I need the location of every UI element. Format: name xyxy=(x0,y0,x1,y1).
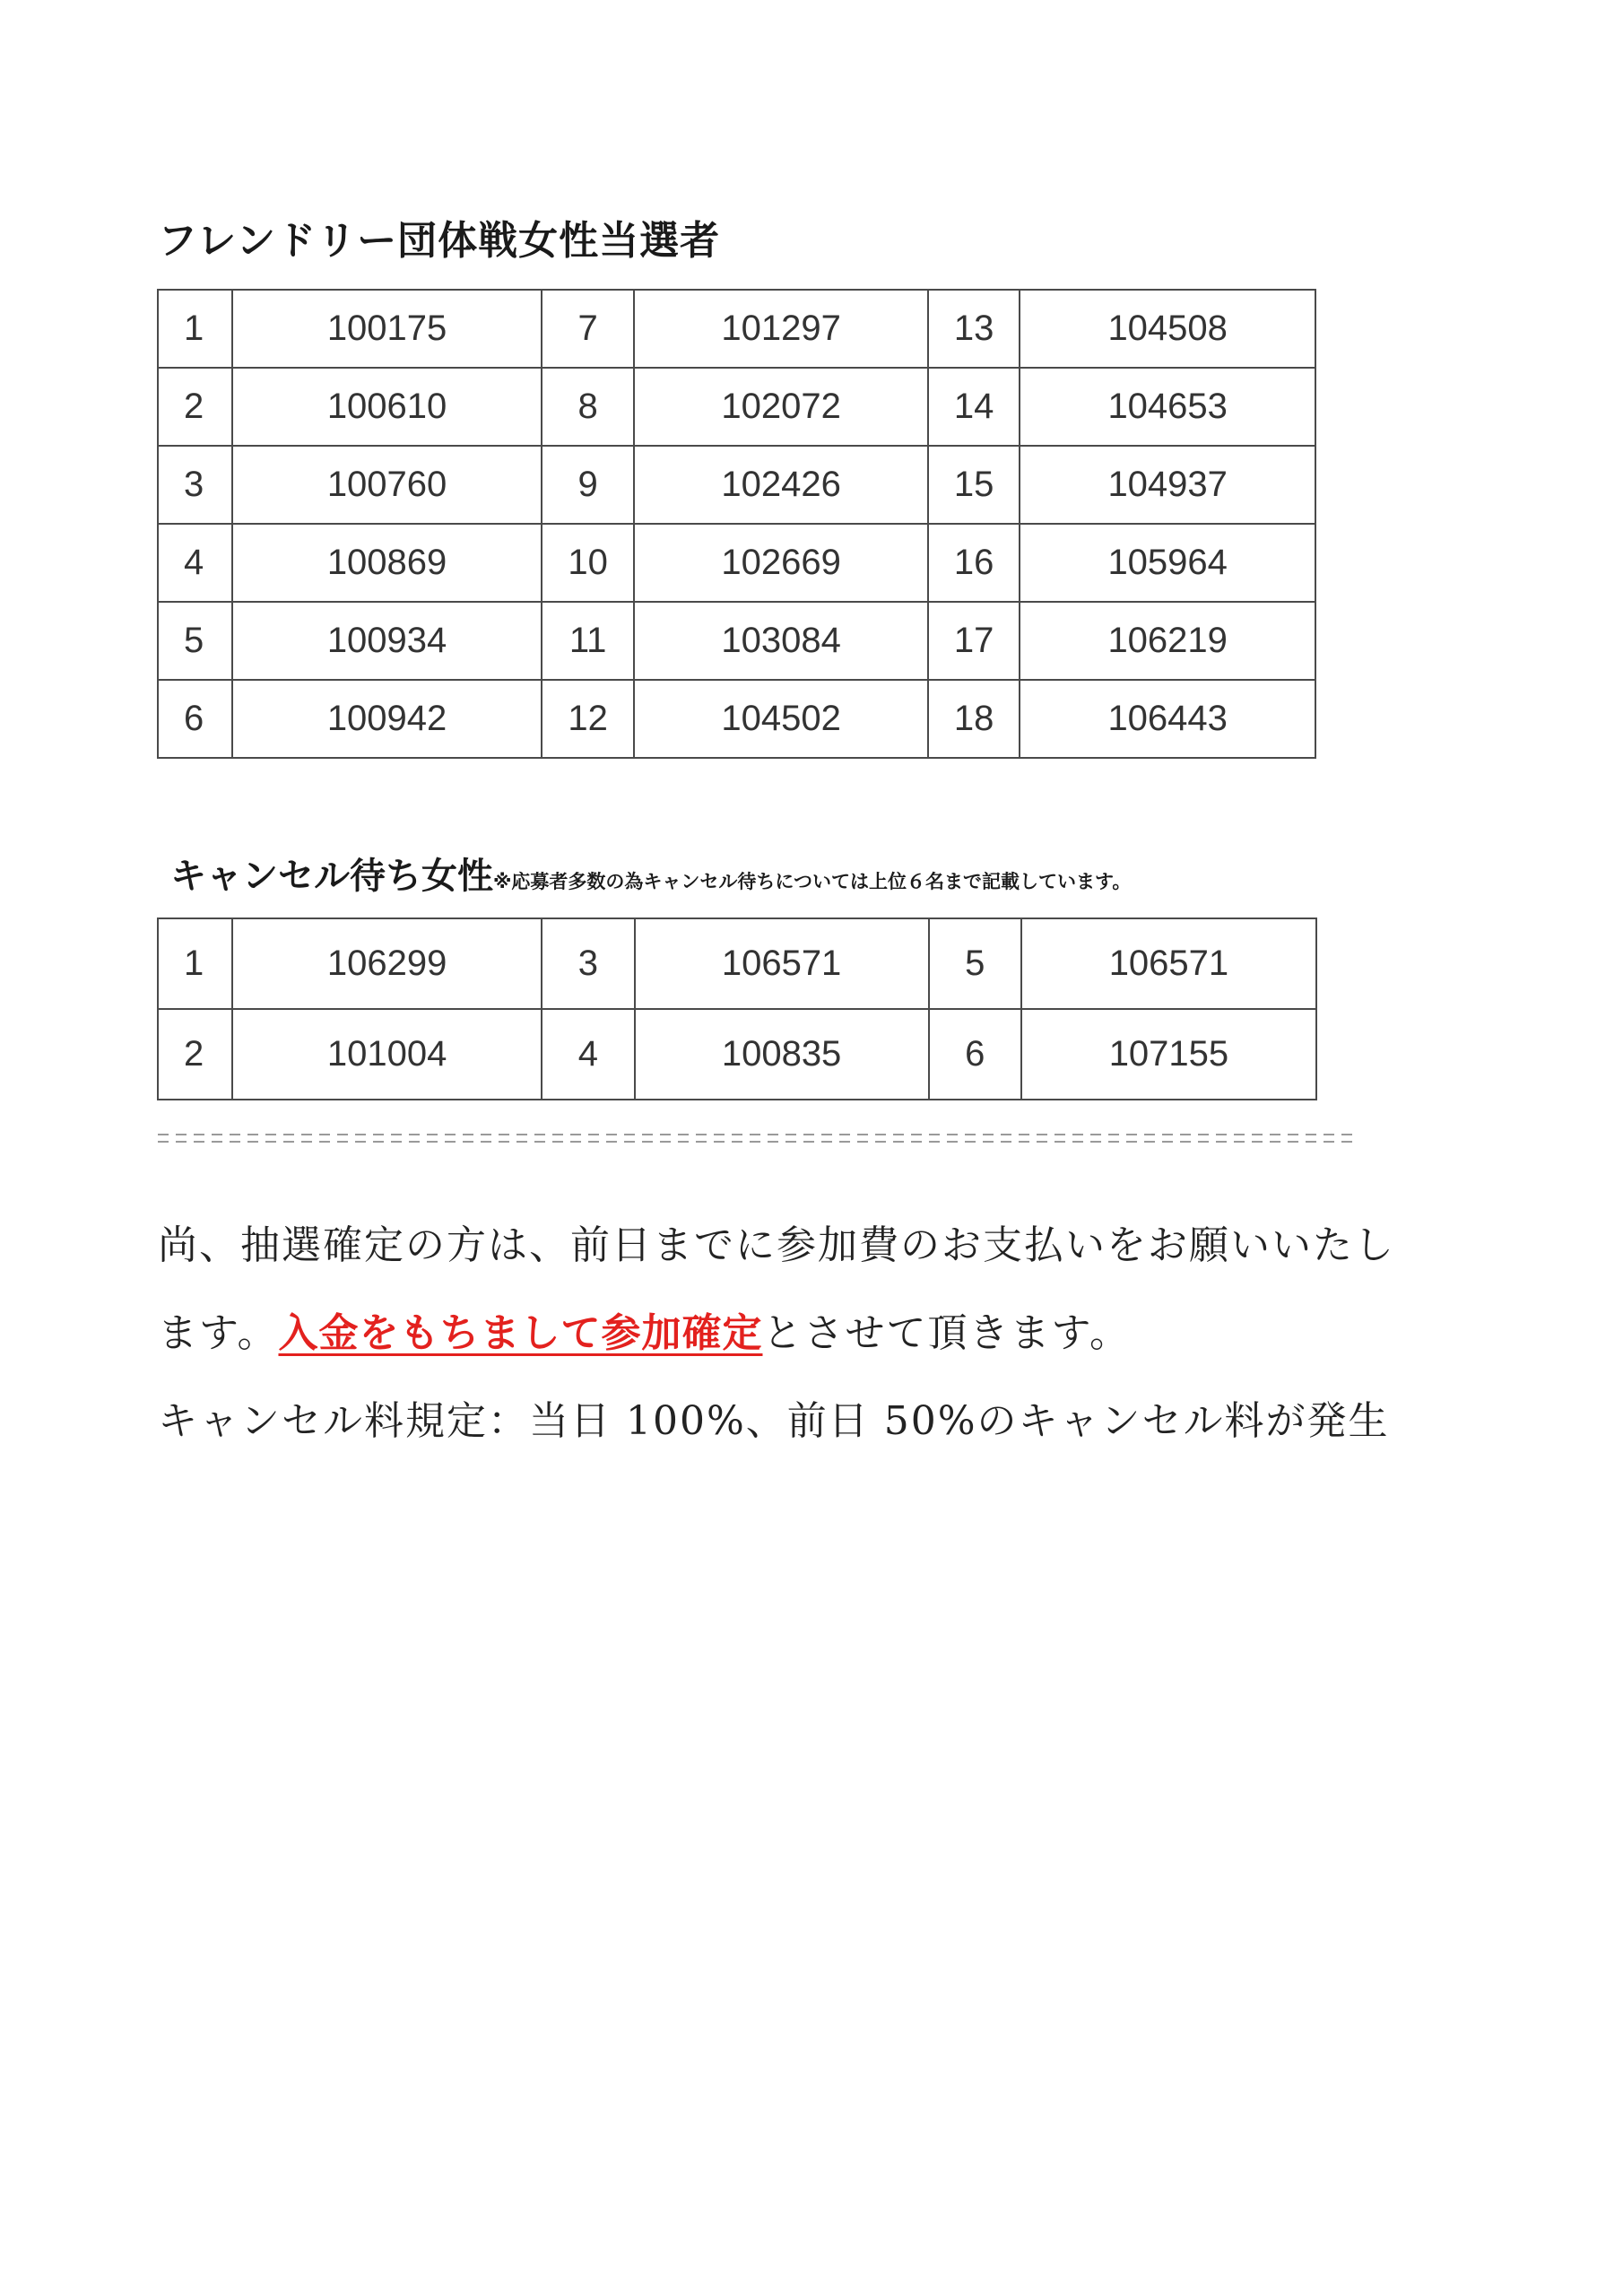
row-number: 4 xyxy=(542,1009,634,1100)
table-row xyxy=(158,602,1315,680)
entry-number: 107155 xyxy=(1021,1009,1316,1100)
entry-number: 103084 xyxy=(634,602,928,680)
row-number: 13 xyxy=(928,290,1020,368)
entry-number: 100175 xyxy=(232,290,542,368)
row-number: 5 xyxy=(929,918,1021,1009)
row-number: 6 xyxy=(929,1009,1021,1100)
row-number: 5 xyxy=(158,602,232,680)
row-number: 3 xyxy=(542,918,634,1009)
entry-number: 100760 xyxy=(232,446,542,524)
entry-number: 106443 xyxy=(1020,680,1315,758)
entry-number: 104653 xyxy=(1020,368,1315,446)
row-number: 16 xyxy=(928,524,1020,602)
row-number: 6 xyxy=(158,680,232,758)
entry-number: 104937 xyxy=(1020,446,1315,524)
row-number: 2 xyxy=(158,1009,232,1100)
entry-number: 100934 xyxy=(232,602,542,680)
entry-number: 106219 xyxy=(1020,602,1315,680)
row-number: 11 xyxy=(542,602,634,680)
row-number: 10 xyxy=(542,524,634,602)
row-number: 7 xyxy=(542,290,634,368)
entry-number: 101004 xyxy=(232,1009,542,1100)
winners-title: フレンドリー団体戦女性当選者 xyxy=(158,218,721,264)
waitlist-heading xyxy=(170,848,1131,899)
waitlist-title: キャンセル待ち女性 xyxy=(170,856,493,897)
payment-confirmation-emphasis: 入金をもちまして参加確定 xyxy=(278,1310,763,1356)
row-number: 15 xyxy=(928,446,1020,524)
notice-line-2-start: ます。 xyxy=(158,1310,279,1356)
row-number: 1 xyxy=(158,918,232,1009)
row-number: 14 xyxy=(928,368,1020,446)
divider-line xyxy=(158,1126,1354,1150)
table-row xyxy=(158,524,1315,602)
entry-number: 105964 xyxy=(1020,524,1315,602)
entry-number: 106299 xyxy=(232,918,542,1009)
table-row xyxy=(158,1009,1316,1100)
row-number: 18 xyxy=(928,680,1020,758)
entry-number: 100835 xyxy=(635,1009,929,1100)
table-row xyxy=(158,290,1315,368)
entry-number: 100942 xyxy=(232,680,542,758)
entry-number: 101297 xyxy=(634,290,928,368)
row-number: 9 xyxy=(542,446,634,524)
waitlist-note: ※応募者多数の為キャンセル待ちについては上位６名まで記載しています。 xyxy=(493,871,1132,892)
entry-number: 102669 xyxy=(634,524,928,602)
entry-number: 106571 xyxy=(635,918,929,1009)
table-row xyxy=(158,368,1315,446)
row-number: 17 xyxy=(928,602,1020,680)
entry-number: 104502 xyxy=(634,680,928,758)
notice-line-2 xyxy=(158,1300,1131,1358)
entry-number: 102426 xyxy=(634,446,928,524)
table-row xyxy=(158,680,1315,758)
cancellation-fee-rule: キャンセル料規定：当日 100%、前日 50%のキャンセル料が発生 xyxy=(158,1398,1390,1444)
row-number: 12 xyxy=(542,680,634,758)
notice-line-2-end: とさせて頂きます。 xyxy=(762,1310,1131,1356)
table-row xyxy=(158,446,1315,524)
entry-number: 106571 xyxy=(1021,918,1316,1009)
row-number: 4 xyxy=(158,524,232,602)
row-number: 8 xyxy=(542,368,634,446)
entry-number: 104508 xyxy=(1020,290,1315,368)
table-row xyxy=(158,918,1316,1009)
entry-number: 100610 xyxy=(232,368,542,446)
winners-table xyxy=(157,289,1316,759)
waitlist-table xyxy=(157,918,1317,1100)
row-number: 3 xyxy=(158,446,232,524)
entry-number: 100869 xyxy=(232,524,542,602)
notice-line-1: 尚、抽選確定の方は、前日までに参加費のお支払いをお願いいたし xyxy=(158,1222,1395,1268)
row-number: 2 xyxy=(158,368,232,446)
row-number: 1 xyxy=(158,290,232,368)
entry-number: 102072 xyxy=(634,368,928,446)
